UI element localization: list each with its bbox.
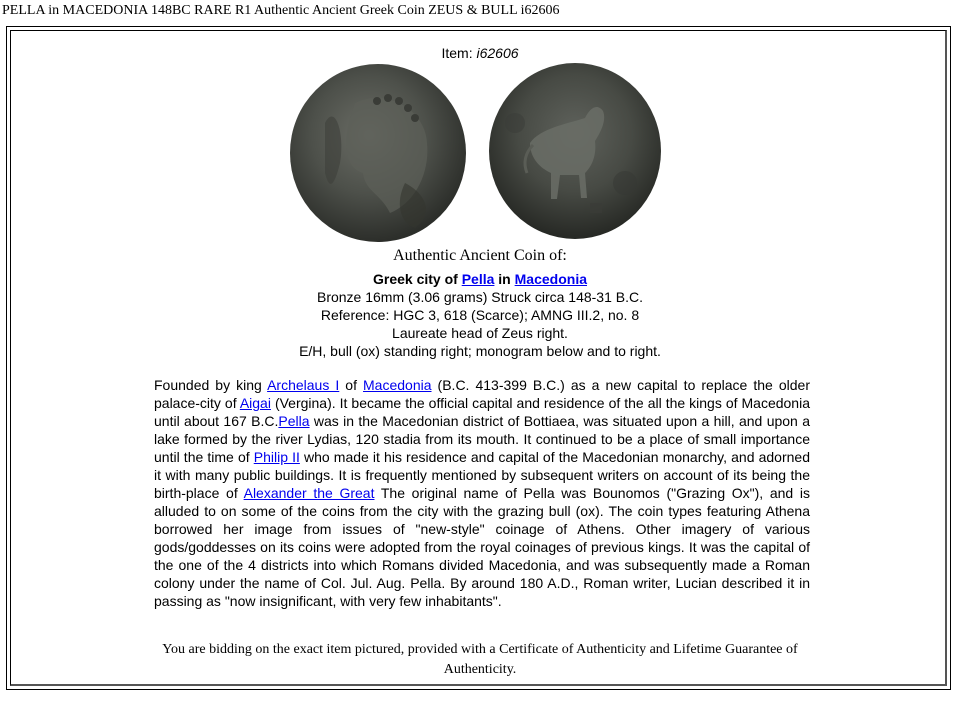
coin-details — [0, 270, 960, 360]
coin-images — [285, 63, 670, 243]
pella-history-link[interactable]: Pella — [278, 413, 310, 429]
philip-link[interactable]: Philip II — [253, 449, 300, 465]
alexander-link[interactable]: Alexander the Great — [243, 485, 375, 501]
page-title: PELLA in MACEDONIA 148BC RARE R1 Authentic Ancient Greek Coin ZEUS & BULL i62606 — [2, 3, 560, 18]
coin-heading: Authentic Ancient Coin of: — [393, 247, 567, 264]
coin-obverse-desc: Laureate head of Zeus right. — [392, 325, 568, 341]
coin-obverse-zeus-head — [290, 64, 466, 242]
pella-link[interactable]: Pella — [461, 271, 495, 287]
macedonia-link[interactable]: Macedonia — [514, 271, 587, 287]
coin-specs: Bronze 16mm (3.06 grams) Struck circa 148-31 B.C. — [316, 289, 643, 305]
macedonia-history-link[interactable]: Macedonia — [363, 377, 432, 393]
coin-reverse-bull — [489, 63, 661, 239]
item-id: i62606 — [476, 45, 519, 61]
coin-reference: Reference: HGC 3, 618 (Scarce); AMNG III.2, no. 8 — [320, 307, 640, 323]
item-label: Item: — [441, 45, 473, 61]
history-paragraph: Founded by king Archelaus I of Macedonia (B.C. 413-399 B.C.) as a new capital to replace the older palace-city of Aigai (Vergina). It became the official capital and residence of the all the kings of Macedonia until about 167 B.C.Pella was in the Macedonian district of Bottiaea, was situated upon a hill, and upon a lake formed by the river Lydias, 120 stadia from its mouth. It continued to be a place of small importance until the time of Philip II who made it his residence and capital of the Macedonian monarchy, and adorned it with many public buildings. It is frequently mentioned by subsequent writers on account of its being the birth-place of Alexander the Great The original name of Pella was Bounomos ("Grazing Ox"), and is alluded to on some of the coins from the city with the grazing bull (ox). The coin types featuring Athena borrowed her image from issues of "new-style" coinage of Athens. Other imagery of various gods/goddesses on its coins were adopted from the royal coinages of previous kings. It was the capital of the one of the 4 districts into which Romans divided Macedonia, and was subsequently made a Roman colony under the name of Col. Jul. Aug. Pella. By around 180 A.D., Roman writer, Lucian described it in passing as "now insignificant, with very few inhabitants". — [154, 377, 810, 609]
archelaus-link[interactable]: Archelaus I — [267, 377, 340, 393]
coin-origin: Greek city of Pella in Macedonia — [373, 271, 587, 287]
item-number — [0, 44, 960, 62]
coin-reverse-desc: E/H, bull (ox) standing right; monogram below and to right. — [299, 343, 661, 359]
aigai-link[interactable]: Aigai — [239, 395, 271, 411]
authenticity-footer: You are bidding on the exact item pictured, provided with a Certificate of Authenticity and Lifetime Guarantee of Authenticity. — [162, 642, 798, 677]
